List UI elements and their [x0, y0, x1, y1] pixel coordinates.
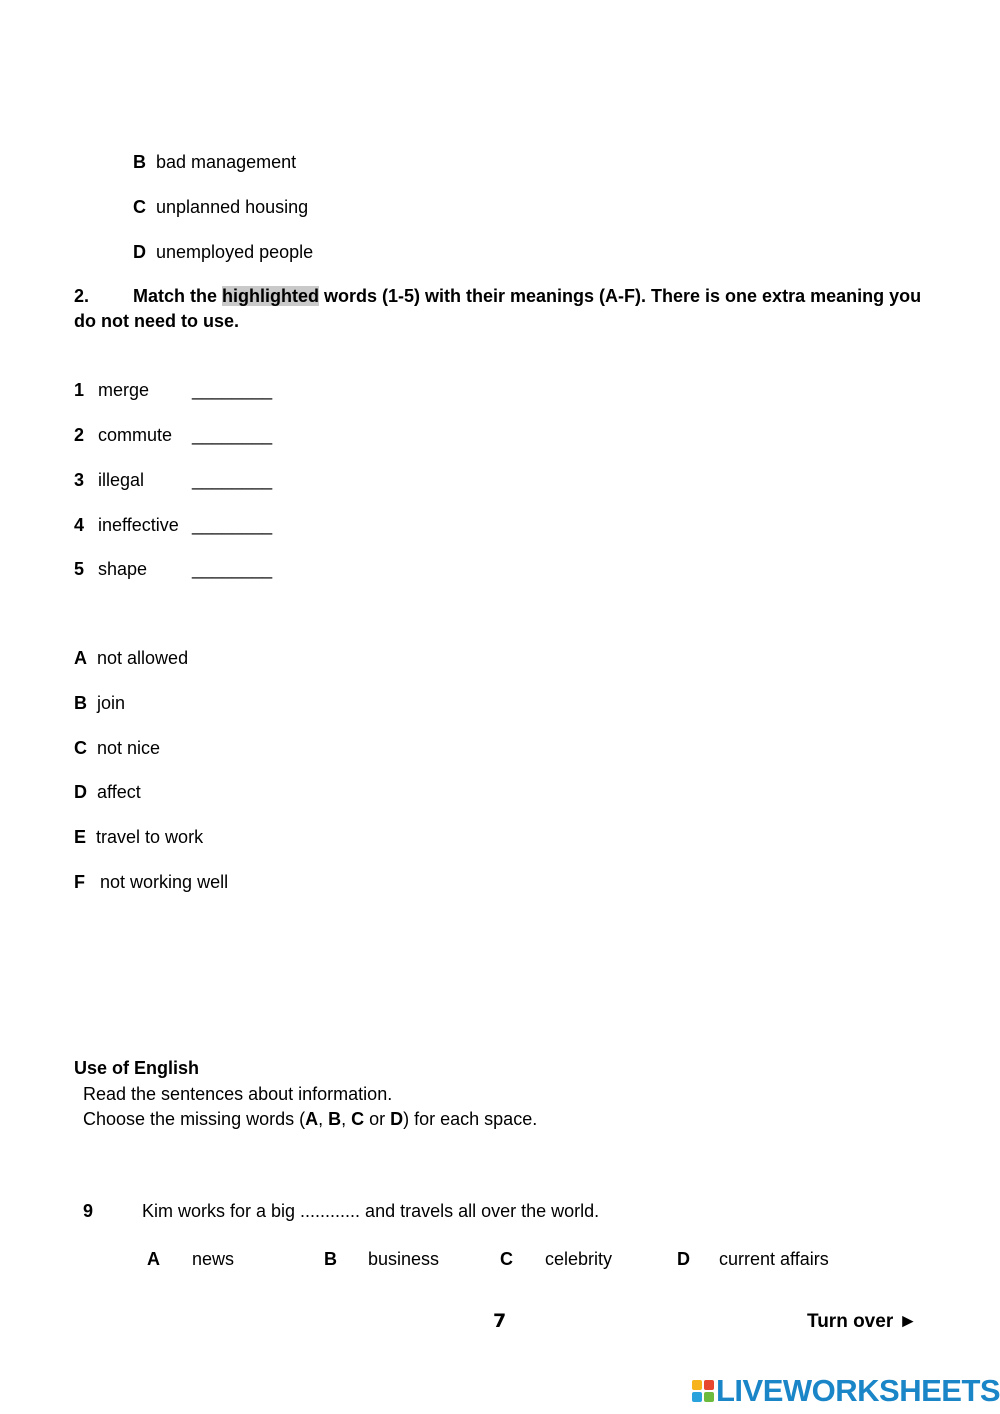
word-number: 1: [74, 380, 85, 400]
instruction-text: words (1-5) with their meanings (A-F). There is one extra meaning you: [319, 286, 922, 306]
separator: or: [364, 1109, 391, 1129]
meaning-letter: E: [74, 827, 87, 847]
word-number: 4: [74, 515, 85, 535]
option-letter: B: [328, 1109, 342, 1129]
option-letter: A: [305, 1109, 319, 1129]
section-heading: Use of English: [74, 1058, 200, 1078]
meaning-row: [74, 871, 228, 893]
meaning-text: join: [97, 693, 126, 713]
answer-option-a[interactable]: news: [192, 1249, 235, 1269]
q1-option-c: [133, 196, 308, 218]
option-letter: D: [133, 242, 146, 262]
turn-over-label: Turn over ►: [807, 1311, 918, 1332]
answer-blank[interactable]: ________: [192, 380, 273, 400]
match-word-row: [74, 469, 272, 491]
word-text: shape: [98, 559, 148, 579]
meaning-text: not allowed: [97, 648, 189, 668]
answer-blank[interactable]: ________: [192, 425, 273, 445]
question-number: 9: [83, 1201, 94, 1221]
answer-blank[interactable]: ________: [192, 470, 273, 490]
word-number: 2: [74, 425, 85, 445]
answer-blank[interactable]: ________: [192, 559, 273, 579]
q2-instruction-line1: [74, 285, 921, 307]
answer-option-c[interactable]: celebrity: [545, 1249, 613, 1269]
option-text: bad management: [156, 152, 297, 172]
instruction-text: Choose the missing words (: [83, 1109, 306, 1129]
answer-letter-b[interactable]: B: [324, 1249, 337, 1269]
answer-letter-d[interactable]: D: [677, 1249, 690, 1269]
meaning-text: affect: [97, 782, 141, 802]
word-text: ineffective: [98, 515, 179, 535]
meaning-letter: A: [74, 648, 87, 668]
option-letter: C: [133, 197, 146, 217]
meaning-letter: F: [74, 872, 85, 892]
instruction-text: ) for each space.: [403, 1109, 538, 1129]
meaning-row: [74, 826, 203, 848]
option-letter: B: [133, 152, 146, 172]
meaning-text: travel to work: [96, 827, 204, 847]
instruction-text: Match the: [133, 286, 223, 306]
word-number: 3: [74, 470, 85, 490]
match-word-row: [74, 424, 272, 446]
answer-option-d[interactable]: current affairs: [719, 1249, 829, 1269]
q2-instruction-line2: do not need to use.: [74, 311, 239, 331]
section-instruction-line1: Read the sentences about information.: [83, 1084, 393, 1104]
liveworksheets-wordmark: LIVEWORKSHEETS: [716, 1373, 1000, 1408]
meaning-letter: B: [74, 693, 87, 713]
answer-letter-a[interactable]: A: [147, 1249, 160, 1269]
meaning-letter: D: [74, 782, 87, 802]
option-letter: D: [390, 1109, 404, 1129]
word-number: 5: [74, 559, 85, 579]
word-text: commute: [98, 425, 173, 445]
section-instruction-line2: [83, 1108, 537, 1130]
meaning-row: [74, 692, 125, 714]
question-sentence: Kim works for a big ............ and travels all over the world.: [142, 1201, 600, 1221]
option-letter: C: [351, 1109, 365, 1129]
highlighted-word: highlighted: [222, 286, 319, 306]
meaning-text: not working well: [100, 872, 229, 892]
option-text: unemployed people: [156, 242, 314, 262]
match-word-row: [74, 514, 272, 536]
separator: ,: [318, 1109, 329, 1129]
answer-blank[interactable]: ________: [192, 515, 273, 535]
page-number: 7: [493, 1310, 507, 1332]
liveworksheets-logo: [692, 1374, 1000, 1408]
match-word-row: [74, 379, 272, 401]
liveworksheets-grid-icon: [692, 1380, 714, 1402]
question-number: 2.: [74, 286, 90, 306]
meaning-row: [74, 647, 188, 669]
meaning-letter: C: [74, 738, 87, 758]
meaning-text: not nice: [97, 738, 161, 758]
answer-option-b[interactable]: business: [368, 1249, 440, 1269]
answer-letter-c[interactable]: C: [500, 1249, 513, 1269]
meaning-row: [74, 737, 160, 759]
q1-option-b: [133, 151, 296, 173]
match-word-row: [74, 558, 272, 580]
separator: ,: [341, 1109, 352, 1129]
word-text: merge: [98, 380, 150, 400]
q1-option-d: [133, 241, 313, 263]
meaning-row: [74, 781, 141, 803]
option-text: unplanned housing: [156, 197, 309, 217]
word-text: illegal: [98, 470, 145, 490]
